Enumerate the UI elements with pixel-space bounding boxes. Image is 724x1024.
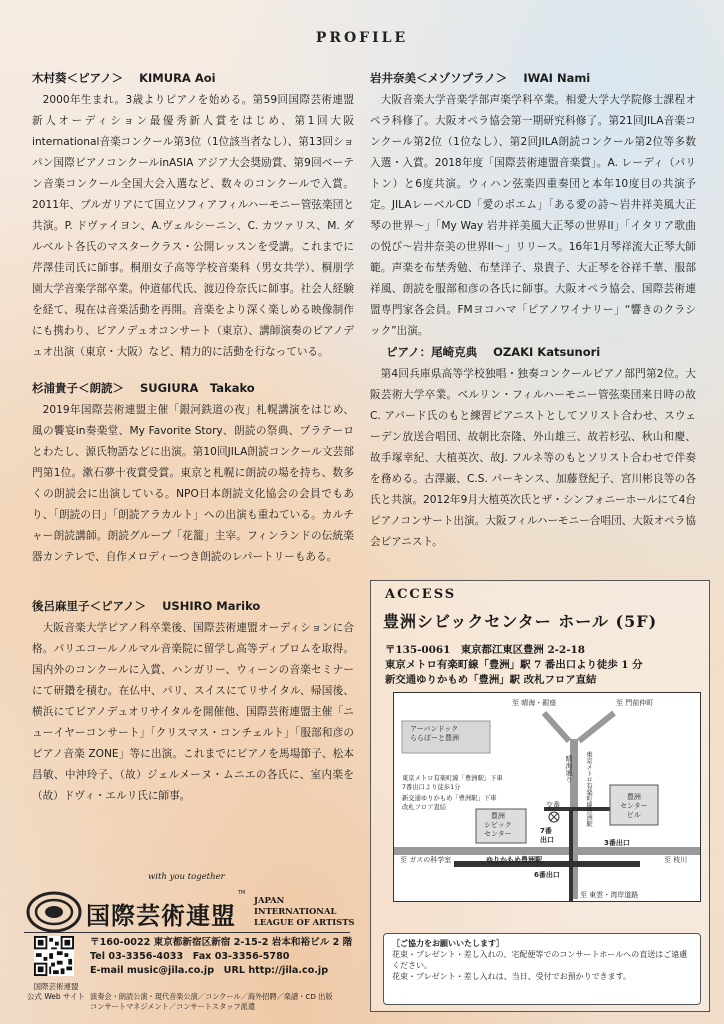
access-map	[393, 692, 701, 902]
access-box	[370, 580, 710, 1012]
contact-tel: Tel 03-3356-4033 Fax 03-3356-5780	[90, 951, 290, 962]
page-title: PROFILE	[315, 30, 409, 46]
qr-label: 国際芸術連盟 公式 Web サイト	[26, 982, 86, 1001]
services	[90, 992, 333, 1011]
address-line: 新交通ゆりかもめ「豊洲」駅 改札フロア直結	[385, 674, 597, 686]
map-label: 交番	[546, 801, 560, 809]
profile-heading	[32, 68, 354, 88]
trademark: TM	[238, 890, 246, 896]
notice-box	[383, 933, 701, 1005]
profile-name-en: OZAKI Katsunori	[493, 345, 601, 359]
profile-name-jp: 岩井奈美＜メゾソプラノ＞	[370, 71, 508, 85]
map-label: 至 門前仲町	[616, 699, 654, 707]
profile-bio: 大阪音楽大学ピアノ科卒業後、国際芸術連盟オーディションに合格。パリエコールノルマル音楽院に留学し高等ディプロムを取得。国内外のコンクールに入賞、ハンガリー、ウィーンの音楽セミナーにて研鑽を積む。在仏中、パリ、スイスにてリサイタル、帰国後、横浜にてピアノデュオリサイタルを開催他、国際芸術連盟主催「ニューイヤーコンサート」「クリスマス・コンチェルト」「服部和彦のピアノ音楽 ZONE」等に出演。これまでにピアノを馬場節子、松本昌敏、中沖玲子、（故）ジェルメーヌ・ムニエの各氏に、室内楽を（故）ドヴィ・エルリ氏に師事。	[32, 622, 354, 802]
org-name-en	[254, 895, 360, 928]
profile-name-en: SUGIURA Takako	[140, 381, 255, 395]
yurikamome-track	[454, 861, 640, 867]
org-name-en-line: LEAGUE OF ARTISTS	[254, 917, 355, 927]
services-line: コンサートマネジメント／コンサートスタッフ派遣	[90, 1001, 256, 1011]
map-label: 6番出口	[534, 871, 560, 879]
map-label: 至 晴海・銀座	[512, 699, 557, 707]
profile-name-jp: 後呂麻里子＜ピアノ＞	[32, 599, 147, 613]
map-label: 至 枝川	[664, 856, 688, 864]
profile-name-en: USHIRO Mariko	[162, 599, 261, 613]
map-label: 豊洲 シビック センター	[484, 812, 512, 838]
profile-ushiro	[32, 596, 354, 807]
profile-sugiura	[32, 378, 354, 568]
road-harumi	[544, 713, 569, 741]
profile-bio: 第4回兵庫県高等学校独唱・独奏コンクールピアノ部門第2位。大阪芸術大学卒業。ベルリン・フィルハーモニー管弦楽団来日時の故C. アバード氏のもと練習ピアニストとしてソリスト合わせ、スウェーデン放送合唱団、故朝比奈隆、外山雄三、故若杉弘、秋山和慶、故手塚幸紀、大植英次、故J. フルネ等のもとソリスト合わせで伴奏を務める。古澤巌、C.S. パーキンス、加藤登紀子、宮川彬良等の各氏と共演。2012年9月大植英次氏とザ・シンフォニーホールにて4台ピアノコンサート出演。大阪フィルハーモニー合唱団、大阪オペラ協会ピアニスト。	[370, 368, 696, 548]
access-label: ACCESS	[385, 587, 457, 602]
profile-heading	[32, 378, 354, 398]
map-label: 東京メトロ有楽町線「豊洲駅」下車 7番出口より徒歩1分	[402, 775, 503, 791]
footer-divider	[24, 932, 350, 933]
address-line: 〒135-0061 東京都江東区豊洲 2-2-18	[385, 644, 585, 656]
org-name-en-line: JAPAN INTERNATIONAL	[254, 895, 337, 916]
address-line: 東京メトロ有楽町線「豊洲」駅 7 番出口より徒歩 1 分	[385, 659, 643, 671]
map-label: 7番 出口	[540, 827, 554, 844]
profile-heading	[32, 596, 354, 616]
profile-heading	[386, 342, 696, 362]
profile-name-jp: 杉浦貴子＜朗読＞	[32, 381, 124, 395]
hall-name: 豊洲シビックセンター ホール (5F)	[383, 612, 658, 631]
map-label: アーバンドック ららぽーと豊洲	[410, 725, 459, 742]
contact-info	[90, 936, 352, 978]
profile-name-jp: ピアノ：尾崎克典	[386, 345, 478, 359]
profile-heading	[370, 68, 696, 88]
profile-iwai	[370, 68, 696, 342]
profile-kimura	[32, 68, 354, 363]
profile-name-en: IWAI Nami	[523, 71, 591, 85]
org-name-jp: 国際芸術連盟	[86, 902, 236, 930]
profile-name-en: KIMURA Aoi	[139, 71, 216, 85]
qr-code-icon[interactable]	[34, 936, 74, 976]
road-monzen	[579, 713, 614, 741]
map-label: ゆりかもめ豊洲駅	[486, 856, 542, 864]
map-label: 至 東雲・湾岸道路	[580, 891, 639, 899]
profile-ozaki	[370, 342, 696, 553]
tagline: with you together	[148, 872, 225, 882]
jila-logo	[26, 890, 82, 934]
map-label: 至 ガスの科学室	[400, 856, 452, 864]
footer	[10, 868, 360, 1018]
metro-line-mark	[569, 811, 573, 901]
contact-email: E-mail music@jila.co.jp URL http://jila.co.jp	[90, 965, 329, 976]
profile-name-jp: 木村葵＜ピアノ＞	[32, 71, 124, 85]
map-label: 新交通ゆりかもめ「豊洲駅」下車 改札フロア直結	[402, 795, 497, 811]
map-label: 晴海通り	[565, 755, 573, 783]
map-label: 東京メトロ有楽町線豊洲駅	[585, 751, 592, 827]
services-line: 演奏会・朗読公演・現代音楽公演／コンクール／海外招聘／楽譜・CD 出版	[90, 992, 333, 1001]
notice-text: 花束・プレゼント・差し入れは、当日、受付でお預かりできます。	[392, 972, 632, 981]
access-address	[385, 643, 643, 688]
notice-title: ［ご協力をお願いいたします］	[392, 939, 504, 948]
notice-text: 花束・プレゼント・差し入れの、宅配便等でのコンサートホールへの直送はご遠慮ください。	[392, 950, 688, 970]
map-label: 豊洲 センター ビル	[620, 793, 648, 819]
profile-bio: 2019年国際芸術連盟主催「銀河鉄道の夜」札幌講演をはじめ、風の饗宴in奏楽堂、My Favorite Story、朗読の祭典、プラテーロとわたし、源氏物語などに出演。第10回JILA朗読コンクール文芸部門第1位。漱石夢十夜賞受賞。東京と札幌に朗読の場を持ち、数多くの朗読会に出演している。NPO日本朗読文化協会の会員でもあり、「朗読の日」「朗読アラカルト」への出演も重ねている。カルチャー朗読講師。朗読グループ「花籠」主宰。フィンランドの伝統楽器カンテレで、自作メロディーつき朗読のレパートリーもある。	[32, 404, 354, 563]
profile-bio: 大阪音楽大学音楽学部声楽学科卒業。相愛大学大学院修士課程オペラ科修了。大阪オペラ協会第一期研究科修了。第21回JILA音楽コンクール第2位（1位なし）、第2回JILA朗読コンクール第2位等多数入選・入賞。2018年度「国際芸術連盟音楽賞」。A. レーディ（パリトン）と6度共演。ウィハン弦楽四重奏団と本年10度目の共演予定。JILAレーベルCD「愛のポエム」「ある愛の詩～岩井祥美風大正琴の世界～」「My Way 岩井祥美風大正琴の世界II」「イタリア歌曲の悦び～岩井奈美の世界II～」リリース。16年1月琴祥流大正琴大師範。声楽を布埜秀勉、布埜洋子、泉貴子、大正琴を谷祥千華、服部祥風、朗読を服部和彦の各氏に師事。大阪オペラ協会、国際芸術連盟専門家各会員。FMヨコハマ「ピアノワイナリー」“響きのクラシック”出演。	[370, 94, 696, 337]
contact-address: 〒160-0022 東京都新宿区新宿 2-15-2 岩本和裕ビル 2 階	[90, 937, 353, 948]
map-label: 3番出口	[604, 839, 630, 847]
profile-bio: 2000年生まれ。3歳よりピアノを始める。第59回国際芸術連盟新人オーディション最優秀新人賞をはじめ、第1回大阪international音楽コンクール第3位（1位該当者なし）、第13回ショパン国際ピアノコンクールinASIA アジア大会奨励賞、第9回ベーテン音楽コンクール全国大会入選など、数々のコンクールで入賞。2011年、ブルガリアにて国立ソフィアフィルハーモニー管弦楽団と共演。P. ドヴァイヨン、A.ヴェルシーニン、C. カツァリス、M. ダルベルト各氏のマスタークラス・公開レッスンを受講。これまでに芹澤佳司氏に師事。桐朋女子高等学校音楽科（男女共学）、桐朋学園大学音楽学部卒業。仲道郁代氏、渡辺伶奈氏に師事。社会人経験を経て、現在は音楽活動を再開。音楽をより深く楽しめる映像制作にも携わり、ピアノデュオコンサート（東京）、講師演奏のピアノデュオ出演（東京・大阪）など、精力的に活動を行なっている。	[32, 94, 354, 358]
